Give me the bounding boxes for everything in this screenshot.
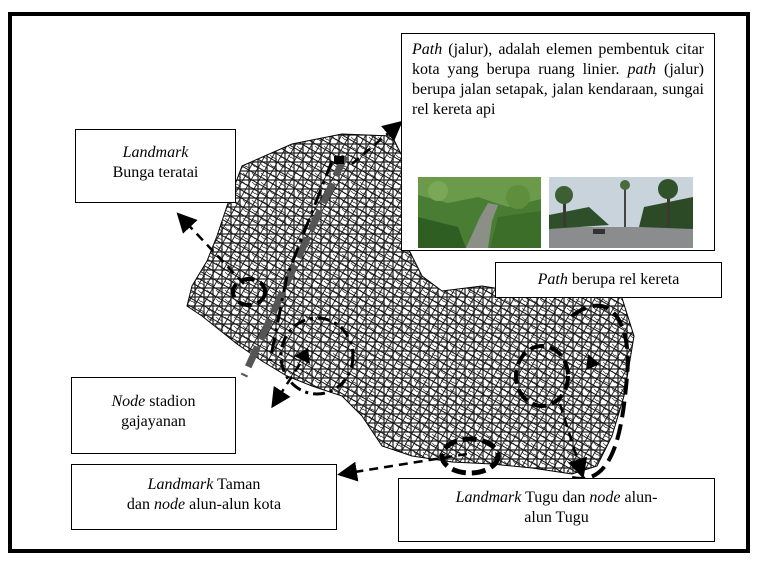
road-photo (549, 177, 693, 248)
node-stadion-text: gajayanan (121, 413, 186, 430)
path-term-2: path (627, 61, 656, 78)
landmark-tugu-box: Landmark Tugu dan node alun- alun Tugu (398, 478, 715, 542)
path-rel-text: berupa rel kereta (567, 271, 680, 288)
path-rel-term: Path (537, 271, 568, 288)
landmark-tugu-term: Landmark (455, 489, 522, 506)
path-description-text: Path (jalur), adalah elemen pembentuk citar kota yang berupa ruang linier. path (jalur) berupa jalan setapak, jalan kendaraan, sungai rel kereta api (412, 41, 704, 118)
path-description-box (401, 33, 715, 251)
path-rel-box (495, 262, 722, 298)
landmark-bunga-term: Landmark (122, 144, 189, 161)
node-stadion-box: Node stadion gajayanan (71, 377, 236, 454)
landmark-tugu-text: alun Tugu (524, 509, 589, 526)
landmark-bunga-box (75, 129, 236, 203)
node-stadion-term: Node (111, 393, 146, 410)
landmark-taman-term: Landmark (147, 476, 214, 493)
path-term-1: Path (412, 41, 443, 58)
figure-frame (8, 12, 750, 553)
landmark-bunga-text: Bunga teratai (112, 164, 199, 181)
landmark-bunga-marker (334, 156, 344, 164)
landmark-taman-box: Landmark Taman dan node alun-alun kota (71, 464, 337, 530)
river-photo (418, 177, 541, 248)
